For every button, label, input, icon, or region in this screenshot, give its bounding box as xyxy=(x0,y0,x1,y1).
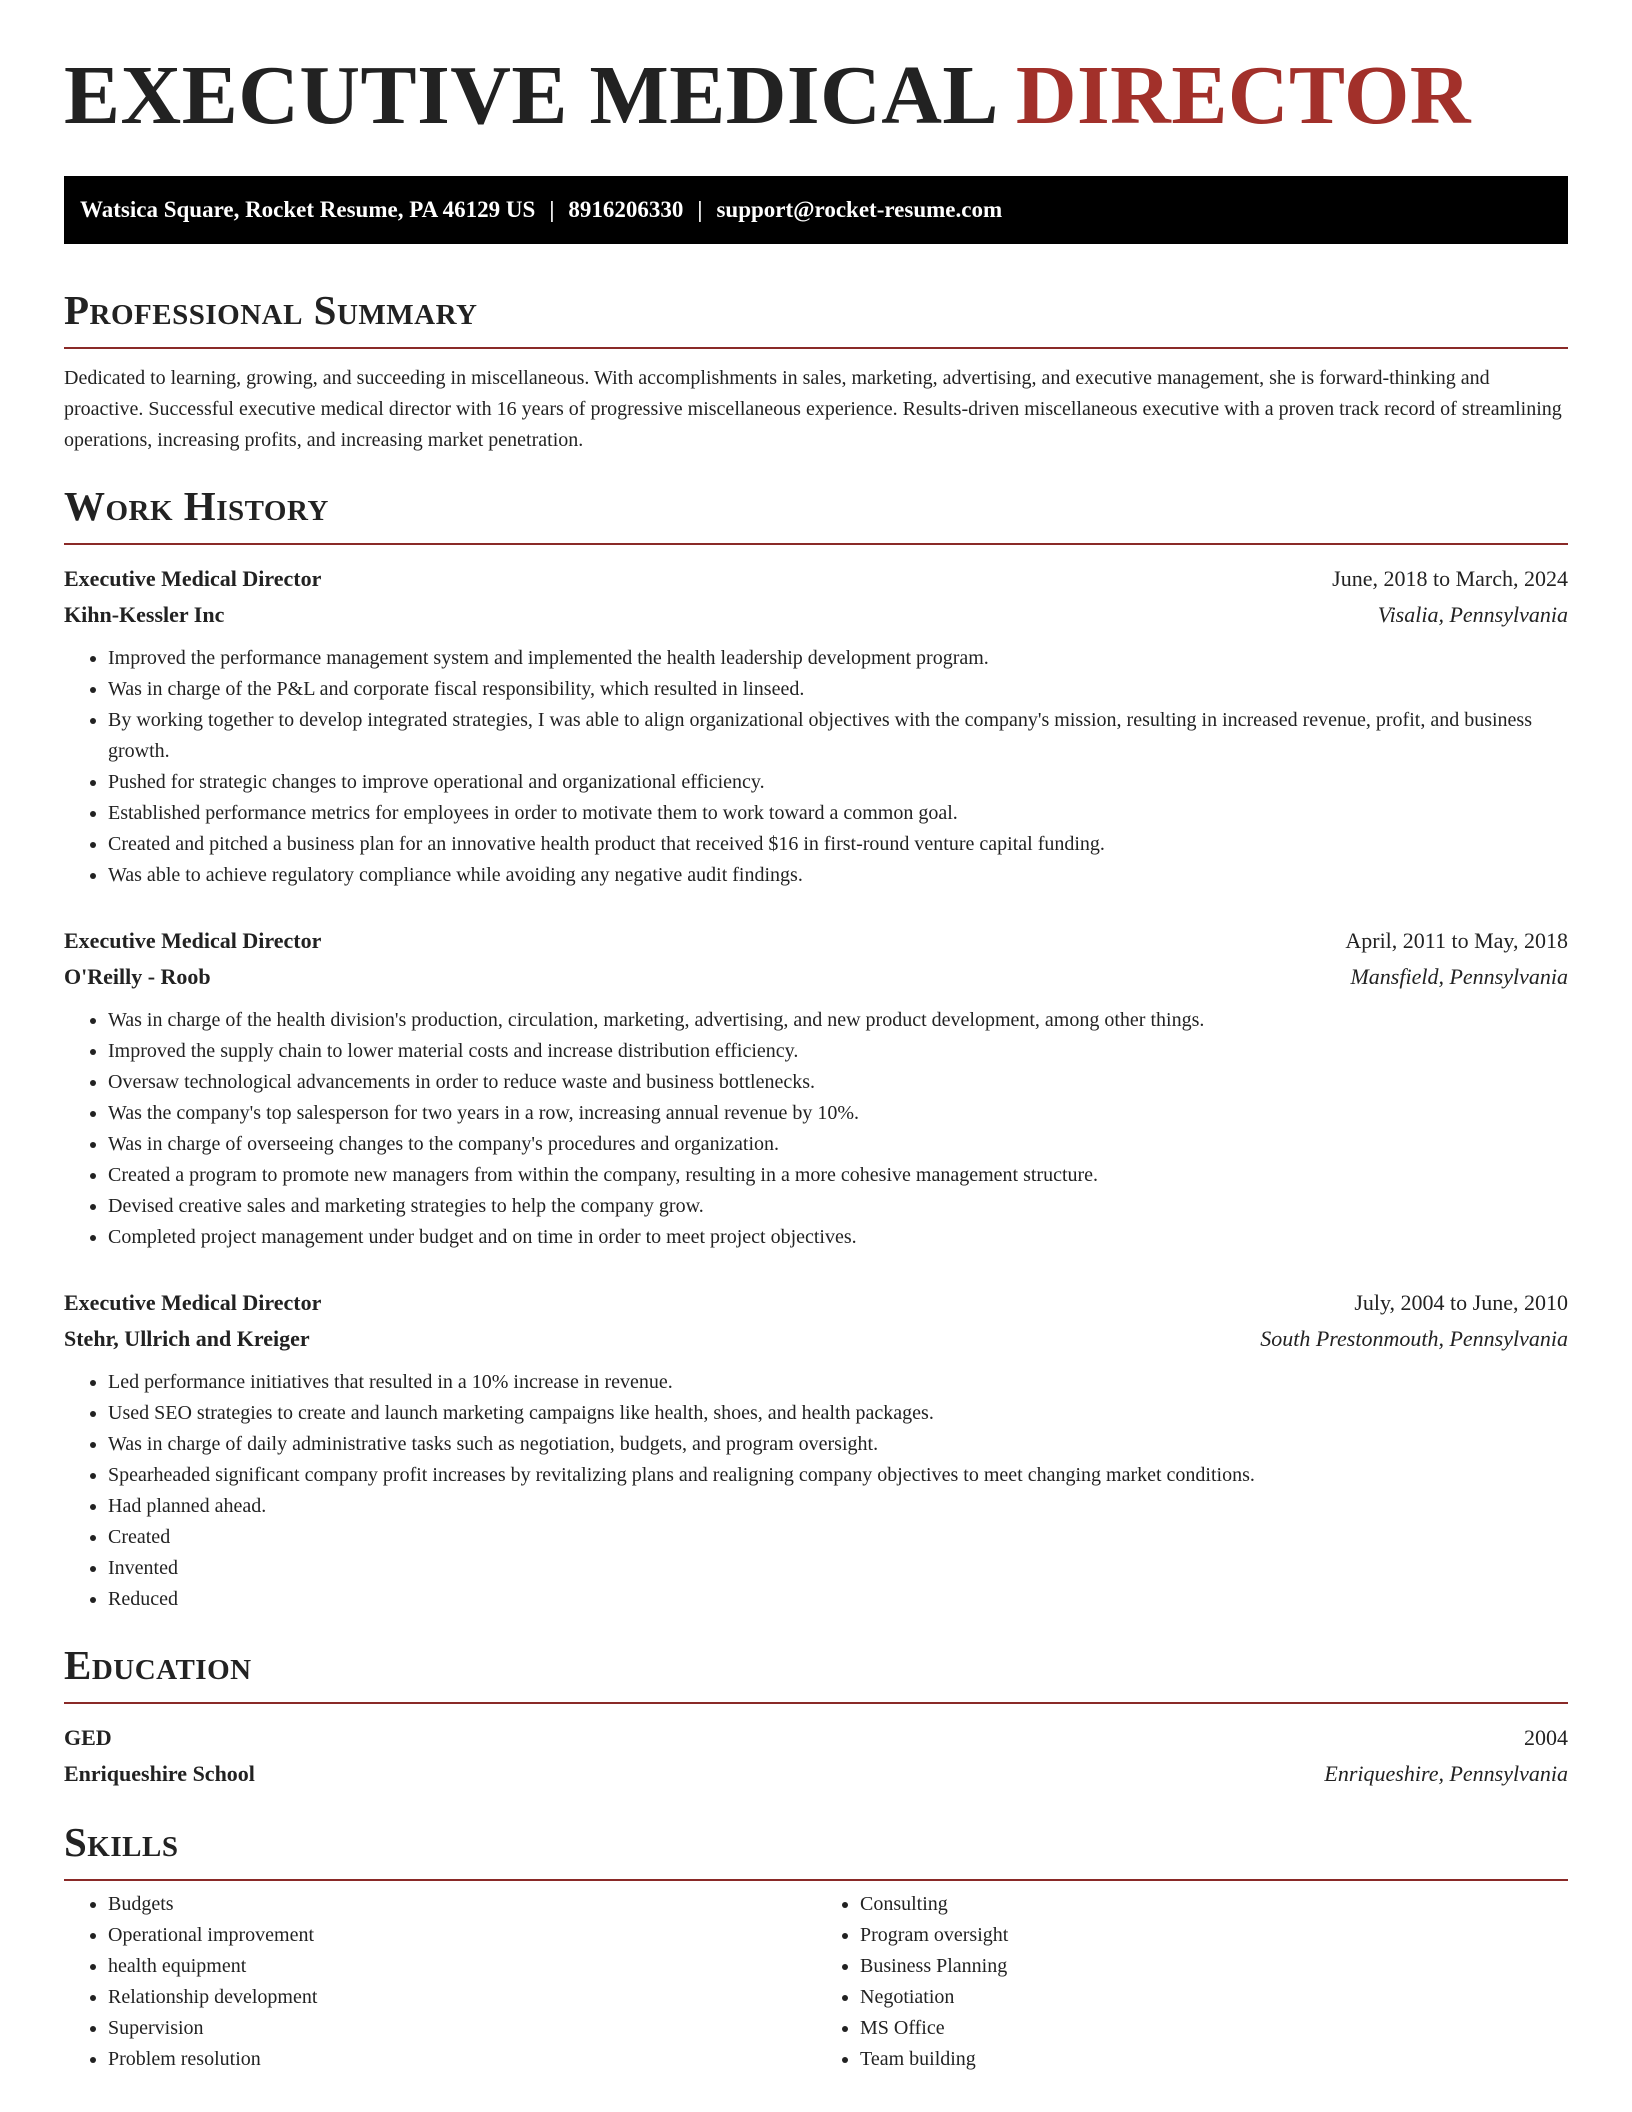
skill-item: • Team building xyxy=(860,2044,1568,2075)
skills-grid xyxy=(64,1889,1568,2075)
skill-item: • Budgets xyxy=(108,1889,816,1920)
education-school-row xyxy=(64,1756,1568,1792)
summary-section xyxy=(64,288,1568,456)
contact-address: Watsica Square, Rocket Resume, PA 46129 US xyxy=(80,197,536,222)
job-bullet: • Spearheaded significant company profit increases by revitalizing plans and realigning company objectives to meet changing market conditions. xyxy=(108,1460,1568,1491)
summary-text: Dedicated to learning, growing, and succeeding in miscellaneous. With accomplishments in sales, marketing, advertising, and executive management, she is forward-thinking and proactive. Successful executive medical director with 16 years of progressive miscellaneous experience. Results-driven miscellaneous executive with a proven track record of streamlining operations, increasing profits, and increasing market penetration. xyxy=(64,367,1562,452)
job-company-row xyxy=(64,597,1568,633)
resume-name xyxy=(64,0,1568,142)
job-dates: April, 2011 to May, 2018 xyxy=(1345,928,1568,954)
contact-separator: | xyxy=(549,197,555,222)
skill-item: • Relationship development xyxy=(108,1982,816,2013)
education-degree: GED xyxy=(64,1725,112,1751)
skill-item: • Supervision xyxy=(108,2013,816,2044)
job-bullet: • Was in charge of the P&L and corporate fiscal responsibility, which resulted in linseed. xyxy=(108,674,1568,705)
job-entry xyxy=(64,1285,1568,1615)
contact-bar xyxy=(64,176,1568,244)
job-bullet: • Improved the performance management system and implemented the health leadership development program. xyxy=(108,643,1568,674)
job-bullet: • Reduced xyxy=(108,1584,1568,1615)
work-history-section xyxy=(64,484,1568,1615)
education-section xyxy=(64,1643,1568,1792)
job-bullet: • By working together to develop integrated strategies, I was able to align organizational objectives with the company's mission, resulting in increased revenue, profit, and business growth. xyxy=(108,705,1568,767)
section-title-summary: Professional Summary xyxy=(64,287,478,333)
skill-item: • Program oversight xyxy=(860,1920,1568,1951)
job-bullet: • Improved the supply chain to lower material costs and increase distribution efficiency. xyxy=(108,1036,1568,1067)
skills-section xyxy=(64,1820,1568,2075)
education-year: 2004 xyxy=(1524,1725,1568,1751)
skill-item: • Negotiation xyxy=(860,1982,1568,2013)
job-location: Mansfield, Pennsylvania xyxy=(1350,964,1568,990)
job-bullet: • Established performance metrics for employees in order to motivate them to work toward a common goal. xyxy=(108,798,1568,829)
section-divider xyxy=(64,347,1568,349)
job-bullet: • Had planned ahead. xyxy=(108,1491,1568,1522)
job-bullet: • Led performance initiatives that resulted in a 10% increase in revenue. xyxy=(108,1367,1568,1398)
job-location: Visalia, Pennsylvania xyxy=(1377,602,1568,628)
education-entry xyxy=(64,1720,1568,1792)
education-location: Enriqueshire, Pennsylvania xyxy=(1324,1761,1568,1787)
skill-item: • Business Planning xyxy=(860,1951,1568,1982)
job-title: Executive Medical Director xyxy=(64,1290,322,1316)
job-bullet: • Created and pitched a business plan for an innovative health product that received $16 in first-round venture capital funding. xyxy=(108,829,1568,860)
section-title-work-history: Work History xyxy=(64,483,329,530)
job-bullets xyxy=(64,643,1568,891)
job-company: Kihn-Kessler Inc xyxy=(64,602,225,628)
contact-phone: 8916206330 xyxy=(568,197,684,222)
skill-item: • MS Office xyxy=(860,2013,1568,2044)
name-first: EXECUTIVE MEDICAL xyxy=(64,49,995,142)
job-bullet: • Was the company's top salesperson for two years in a row, increasing annual revenue by 10%. xyxy=(108,1098,1568,1129)
skills-column-left xyxy=(64,1889,816,2075)
job-bullets xyxy=(64,1005,1568,1253)
skill-item: • Problem resolution xyxy=(108,2044,816,2075)
contact-email: support@rocket-resume.com xyxy=(716,197,1003,222)
section-divider xyxy=(64,543,1568,545)
job-header-row xyxy=(64,561,1568,597)
job-bullet: • Devised creative sales and marketing strategies to help the company grow. xyxy=(108,1191,1568,1222)
section-divider xyxy=(64,1879,1568,1881)
contact-separator: | xyxy=(697,197,703,222)
skill-item: • health equipment xyxy=(108,1951,816,1982)
job-bullet: • Oversaw technological advancements in order to reduce waste and business bottlenecks. xyxy=(108,1067,1568,1098)
job-title: Executive Medical Director xyxy=(64,566,322,592)
job-company: O'Reilly - Roob xyxy=(64,964,211,990)
job-header-row xyxy=(64,1285,1568,1321)
job-bullet: • Was in charge of daily administrative tasks such as negotiation, budgets, and program oversight. xyxy=(108,1429,1568,1460)
section-title-skills: Skills xyxy=(64,1819,179,1866)
section-divider xyxy=(64,1702,1568,1704)
job-company-row xyxy=(64,1321,1568,1357)
job-bullet: • Completed project management under budget and on time in order to meet project objectives. xyxy=(108,1222,1568,1253)
job-company: Stehr, Ullrich and Kreiger xyxy=(64,1326,310,1352)
job-bullet: • Was in charge of the health division's production, circulation, marketing, advertising, and new product development, among other things. xyxy=(108,1005,1568,1036)
job-company-row xyxy=(64,959,1568,995)
skills-column-right xyxy=(816,1889,1568,2075)
job-header-row xyxy=(64,923,1568,959)
job-title: Executive Medical Director xyxy=(64,928,322,954)
job-bullet: • Was able to achieve regulatory compliance while avoiding any negative audit findings. xyxy=(108,860,1568,891)
job-bullet: • Used SEO strategies to create and launch marketing campaigns like health, shoes, and health packages. xyxy=(108,1398,1568,1429)
job-bullets xyxy=(64,1367,1568,1615)
job-entry xyxy=(64,923,1568,1253)
section-title-education: Education xyxy=(64,1642,252,1689)
job-bullet: • Was in charge of overseeing changes to the company's procedures and organization. xyxy=(108,1129,1568,1160)
job-dates: July, 2004 to June, 2010 xyxy=(1354,1290,1568,1316)
job-bullet: • Created xyxy=(108,1522,1568,1553)
job-entry xyxy=(64,561,1568,891)
job-bullet: • Invented xyxy=(108,1553,1568,1584)
job-location: South Prestonmouth, Pennsylvania xyxy=(1260,1326,1568,1352)
job-dates: June, 2018 to March, 2024 xyxy=(1332,566,1568,592)
job-bullet: • Pushed for strategic changes to improve operational and organizational efficiency. xyxy=(108,767,1568,798)
skill-item: • Consulting xyxy=(860,1889,1568,1920)
education-header-row xyxy=(64,1720,1568,1756)
name-last: DIRECTOR xyxy=(1015,49,1472,142)
skill-item: • Operational improvement xyxy=(108,1920,816,1951)
education-school: Enriqueshire School xyxy=(64,1761,255,1787)
job-bullet: • Created a program to promote new managers from within the company, resulting in a more cohesive management structure. xyxy=(108,1160,1568,1191)
